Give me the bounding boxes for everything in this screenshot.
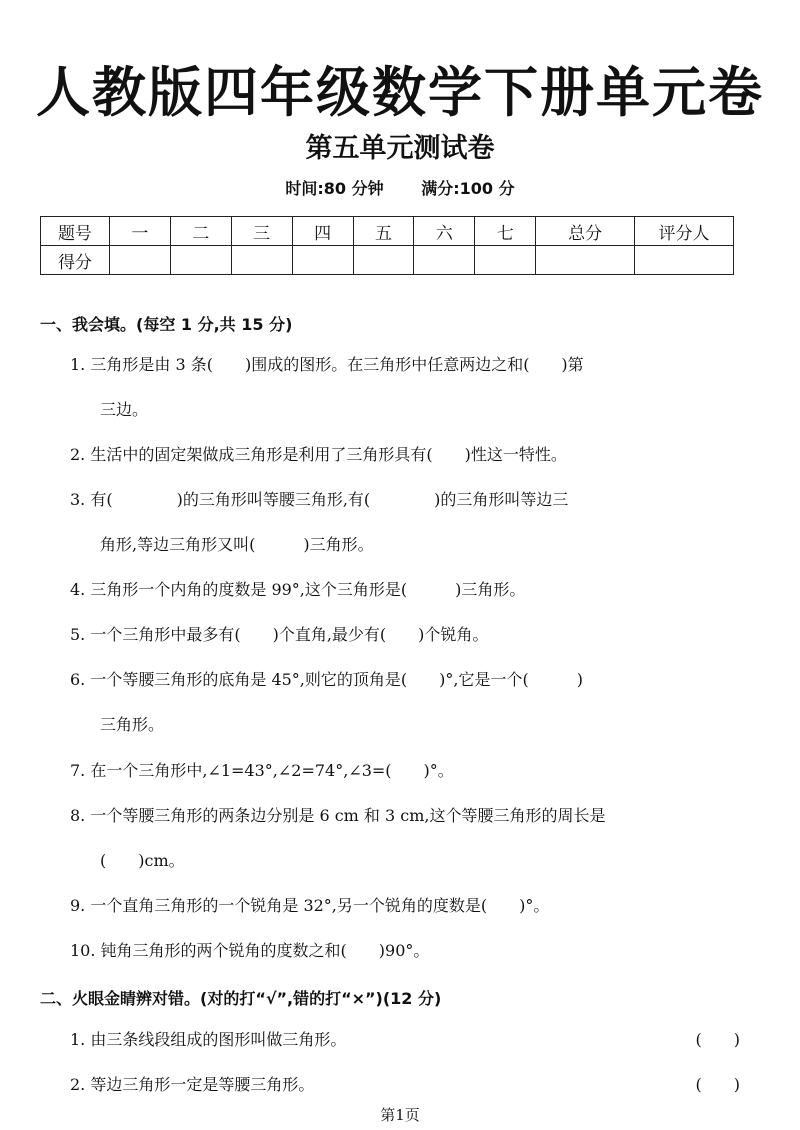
- question-8: [70, 806, 740, 870]
- score-input[interactable]: [292, 246, 353, 275]
- question-text-cont: 角形,等边三角形又叫( )三角形。: [100, 535, 374, 554]
- score-table-header-row: [41, 217, 734, 246]
- question-text: 7. 在一个三角形中,∠1=43°,∠2=74°,∠3=( )°。: [70, 761, 454, 780]
- question-text: 10. 钝角三角形的两个锐角的度数之和( )90°。: [70, 941, 430, 960]
- page-number: 第1页: [380, 1106, 420, 1124]
- section-heading-1: 一、我会填。(每空 1 分,共 15 分): [40, 315, 293, 334]
- score-cell-7: 七: [475, 217, 536, 246]
- page-subtitle: 第五单元测试卷: [305, 133, 495, 164]
- question-7: [70, 761, 740, 781]
- score-input[interactable]: [414, 246, 475, 275]
- score-cell-4: 四: [292, 217, 353, 246]
- question-3: [70, 490, 740, 554]
- score-row-label: 得分: [41, 246, 110, 275]
- question-text: 6. 一个等腰三角形的底角是 45°,则它的顶角是( )°,它是一个( ): [70, 670, 583, 689]
- exam-meta: [0, 176, 800, 199]
- answer-parens[interactable]: ( ): [695, 1030, 740, 1049]
- answer-parens[interactable]: ( ): [695, 1075, 740, 1094]
- section-heading-2: 二、火眼金睛辨对错。(对的打“√”,错的打“×”)(12 分): [40, 989, 442, 1008]
- score-cell-2: 二: [170, 217, 231, 246]
- question-4: [70, 580, 740, 600]
- score-table-score-row: [41, 246, 734, 275]
- score-input[interactable]: [475, 246, 536, 275]
- question-6: [70, 670, 740, 734]
- judge-item-1: [70, 1030, 740, 1050]
- exam-full-score: 满分:100 分: [421, 179, 515, 198]
- score-cell-1: 一: [109, 217, 170, 246]
- question-text: 3. 有( )的三角形叫等腰三角形,有( )的三角形叫等边三: [70, 490, 569, 509]
- question-text: 9. 一个直角三角形的一个锐角是 32°,另一个锐角的度数是( )°。: [70, 896, 550, 915]
- question-text-cont: ( )cm。: [100, 851, 185, 870]
- question-text-cont: 三边。: [100, 400, 149, 419]
- question-text: 1. 三角形是由 3 条( )围成的图形。在三角形中任意两边之和( )第: [70, 355, 584, 374]
- score-cell-6: 六: [414, 217, 475, 246]
- exam-time: 时间:80 分钟: [285, 179, 384, 198]
- score-input[interactable]: [170, 246, 231, 275]
- judge-item-2: [70, 1075, 740, 1095]
- judge-text: 1. 由三条线段组成的图形叫做三角形。: [70, 1030, 347, 1049]
- question-text: 2. 生活中的固定架做成三角形是利用了三角形具有( )性这一特性。: [70, 445, 567, 464]
- score-cell-total: 总分: [536, 217, 635, 246]
- question-text-cont: 三角形。: [100, 715, 165, 734]
- score-cell-3: 三: [231, 217, 292, 246]
- question-text: 8. 一个等腰三角形的两条边分别是 6 cm 和 3 cm,这个等腰三角形的周长是: [70, 806, 606, 825]
- score-input[interactable]: [231, 246, 292, 275]
- judge-text: 2. 等边三角形一定是等腰三角形。: [70, 1075, 315, 1094]
- score-cell-5: 五: [353, 217, 414, 246]
- score-input[interactable]: [353, 246, 414, 275]
- page-title: 人教版四年级数学下册单元卷: [36, 61, 764, 124]
- score-input[interactable]: [536, 246, 635, 275]
- question-text: 5. 一个三角形中最多有( )个直角,最少有( )个锐角。: [70, 625, 489, 644]
- score-input[interactable]: [109, 246, 170, 275]
- score-input[interactable]: [635, 246, 734, 275]
- score-table: [40, 216, 734, 275]
- question-text: 4. 三角形一个内角的度数是 99°,这个三角形是( )三角形。: [70, 580, 526, 599]
- score-cell-grader: 评分人: [635, 217, 734, 246]
- score-cell-label: 题号: [41, 217, 110, 246]
- question-9: [70, 896, 740, 916]
- question-1: [70, 355, 740, 419]
- question-5: [70, 625, 740, 645]
- question-10: [70, 941, 740, 961]
- question-2: [70, 445, 740, 465]
